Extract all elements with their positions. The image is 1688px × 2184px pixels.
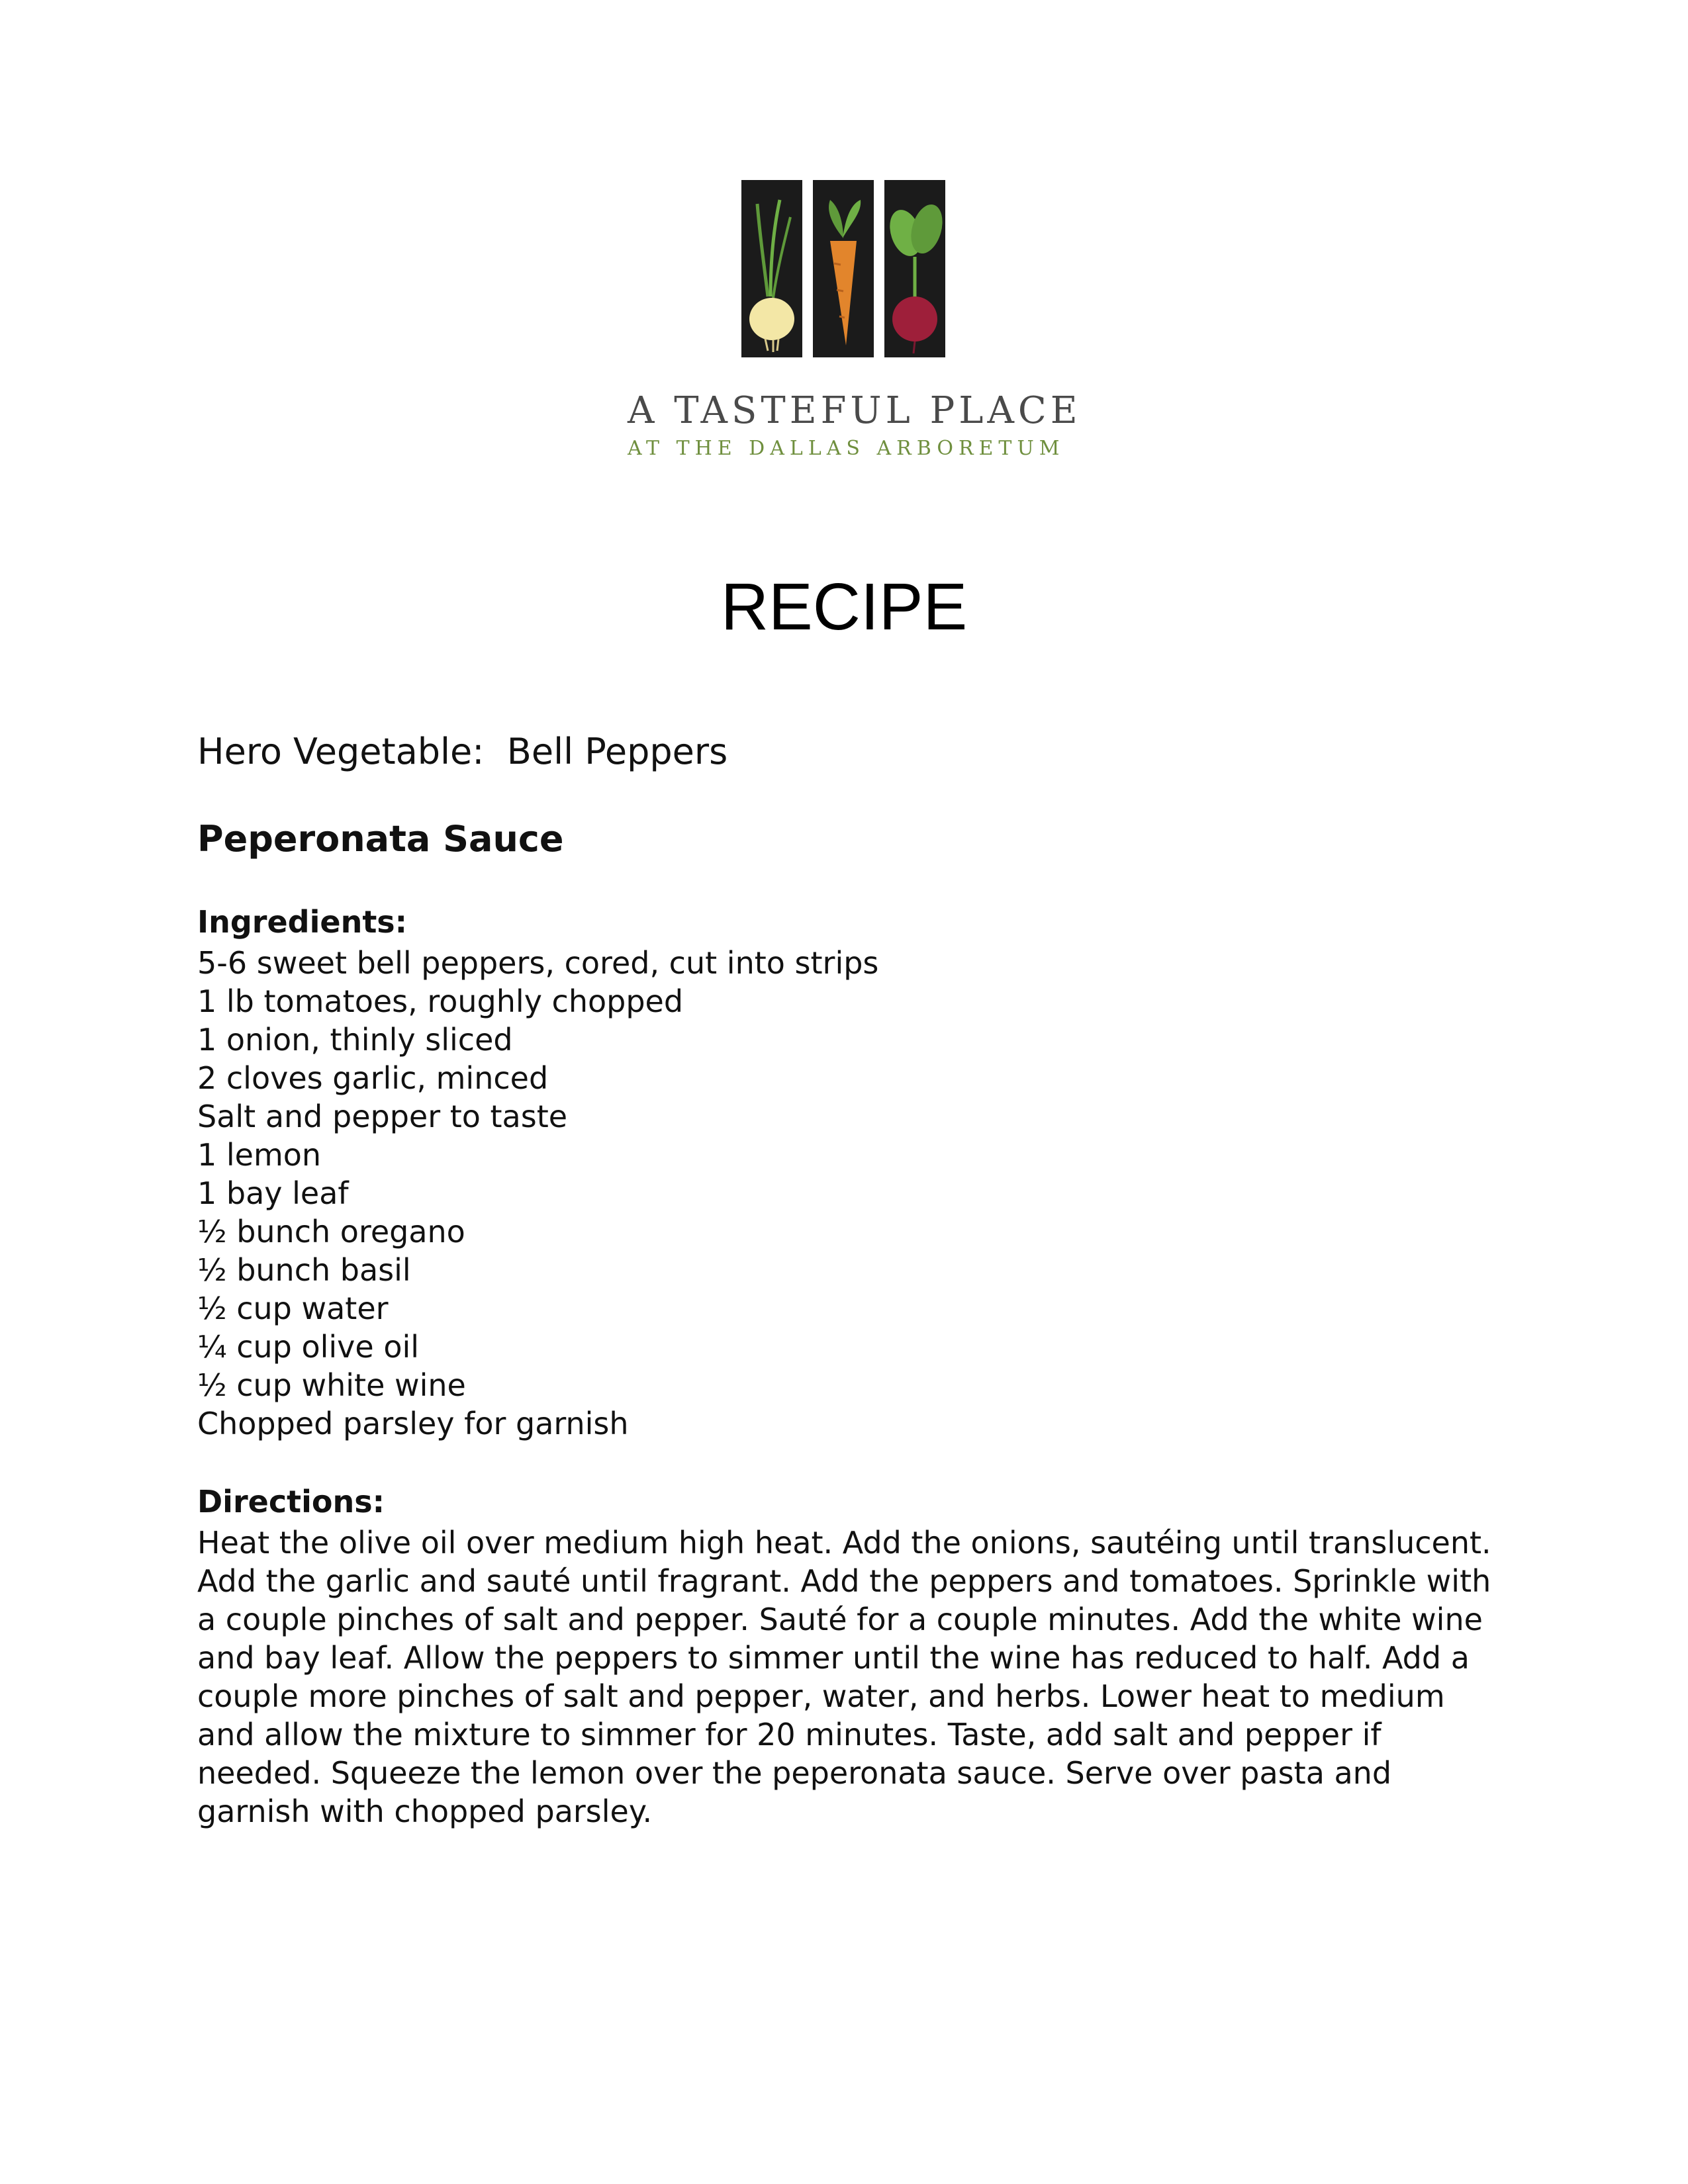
ingredient-item: 1 lemon [197,1137,322,1173]
ingredient-item: 5-6 sweet bell peppers, cored, cut into strips [197,945,879,981]
ingredient-item: 1 bay leaf [197,1175,349,1211]
onion-icon [741,180,802,357]
ingredient-item: 1 onion, thinly sliced [197,1022,513,1058]
ingredient-item: 2 cloves garlic, minced [197,1060,549,1096]
ingredient-item: Salt and pepper to taste [197,1099,568,1134]
carrot-icon [813,180,874,357]
page-title: RECIPE [720,570,968,644]
ingredient-item: ½ cup water [197,1291,389,1326]
directions-text: Heat the olive oil over medium high heat. Add the onions, sautéing until translucent. Add the garlic and sauté until fragrant. Add the peppers and tomatoes. Sprinkle with a couple pinches of salt and pepper. Sauté for a couple minutes. Add the white wine and bay leaf. Allow the peppers to simmer until the wine has reduced to half. Add a couple more pinches of salt and pepper, water, and herbs. Lower heat to medium and allow the mixture to simmer for 20 minutes. Taste, add salt and pepper if needed. Squeeze the lemon over the peperonata sauce. Serve over pasta and garnish with chopped parsley. [197,1525,1491,1829]
dish-name: Peperonata Sauce [197,818,564,860]
ingredient-item: ½ bunch basil [197,1252,411,1288]
brand-name: A TASTEFUL PLACE [628,389,1082,432]
logo-graphic [628,177,1060,376]
ingredient-item: ½ cup white wine [197,1367,466,1403]
hero-vegetable: Hero Vegetable: Bell Peppers [197,731,728,772]
ingredients-heading: Ingredients: [197,904,408,940]
directions-heading: Directions: [197,1484,385,1520]
ingredient-item: ½ bunch oregano [197,1214,465,1250]
brand-subtitle: AT THE DALLAS ARBORETUM [628,437,1065,460]
ingredient-item: ¼ cup olive oil [197,1329,420,1365]
ingredients-list [197,944,878,1443]
ingredient-item: Chopped parsley for garnish [197,1406,629,1441]
beet-icon [884,180,948,357]
ingredient-item: 1 lb tomatoes, roughly chopped [197,983,684,1019]
